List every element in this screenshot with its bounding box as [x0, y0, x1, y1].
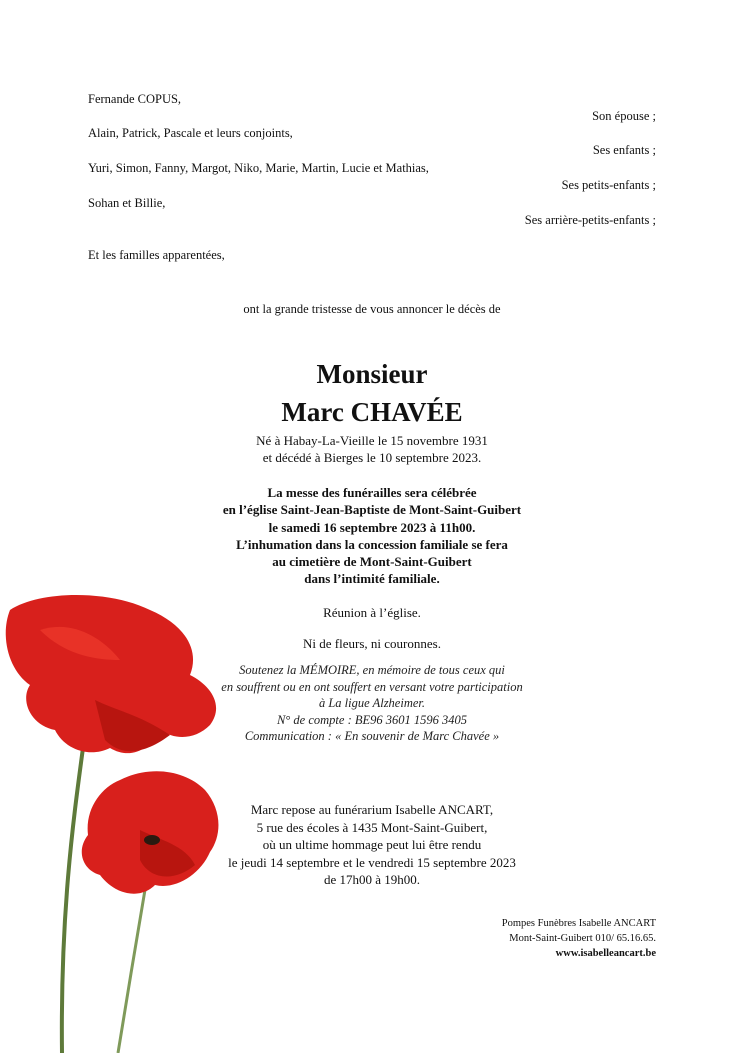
repose-line: de 17h00 à 19h00. [323, 872, 421, 887]
family-children-names: Alain, Patrick, Pascale et leurs conjoints, [88, 126, 293, 140]
birth-line: Né à Habay-La-Vieille le 15 novembre 1931 [256, 433, 488, 448]
funeral-line: La messe des funérailles sera célébrée [267, 485, 477, 500]
family-great-grandchildren-names: Sohan et Billie, [88, 196, 166, 210]
funeral-line: en l’église Saint-Jean-Baptiste de Mont-Saint-Guibert [222, 502, 522, 518]
support-line: Communication : « En souvenir de Marc Chavée » [244, 729, 500, 743]
support-line: N° de compte : BE96 3601 1596 3405 [276, 712, 468, 727]
repose-line: où un ultime hommage peut lui être rendu [262, 837, 482, 852]
family-great-grandchildren-relation: Ses arrière-petits-enfants ; [524, 213, 656, 227]
repose-line: Marc repose au funérarium Isabelle ANCART, [250, 802, 494, 817]
family-spouse-name: Fernande COPUS, [88, 92, 182, 106]
birth-death-info [0, 432, 744, 466]
no-flowers-note: Ni de fleurs, ni couronnes. [303, 636, 441, 651]
support-line: Soutenez la MÉMOIRE, en mémoire de tous ceux qui [239, 663, 505, 677]
family-grandchildren-names: Yuri, Simon, Fanny, Margot, Niko, Marie, Martin, Lucie et Mathias, [88, 161, 429, 175]
funeral-home-name: Pompes Funèbres Isabelle ANCART [501, 918, 656, 929]
reunion-note: Réunion à l’église. [323, 605, 421, 620]
funeral-line: au cimetière de Mont-Saint-Guibert [272, 554, 472, 570]
related-families: Et les familles apparentées, [88, 248, 225, 262]
support-line: en souffrent ou en ont souffert en versant votre participation [221, 679, 523, 694]
funeral-line: dans l’intimité familiale. [304, 571, 440, 587]
repose-line: le jeudi 14 septembre et le vendredi 15 septembre 2023 [228, 854, 516, 870]
announcement-text: ont la grande tristesse de vous annoncer le décès de [243, 302, 501, 316]
funeral-line: L’inhumation dans la concession familiale se fera [236, 536, 508, 552]
funeral-home-website: www.isabelleancart.be [555, 948, 656, 959]
repose-line: 5 rue des écoles à 1435 Mont-Saint-Guibert, [256, 819, 488, 835]
funeral-home-footer [502, 916, 656, 961]
family-spouse-relation: Son épouse ; [592, 109, 656, 123]
funeral-line: le samedi 16 septembre 2023 à 11h00. [268, 519, 476, 535]
deceased-title: Monsieur [316, 359, 428, 389]
deceased-name: Marc CHAVÉE [281, 397, 463, 427]
funeral-details [0, 484, 744, 588]
support-line: à La ligue Alzheimer. [318, 696, 426, 710]
family-grandchildren-relation: Ses petits-enfants ; [561, 178, 656, 192]
funeral-home-address: Mont-Saint-Guibert 010/ 65.16.65. [509, 933, 656, 944]
repose-details [0, 801, 744, 889]
family-children-relation: Ses enfants ; [592, 143, 656, 157]
death-line: et décédé à Bierges le 10 septembre 2023. [262, 450, 482, 465]
donation-request [0, 662, 744, 745]
